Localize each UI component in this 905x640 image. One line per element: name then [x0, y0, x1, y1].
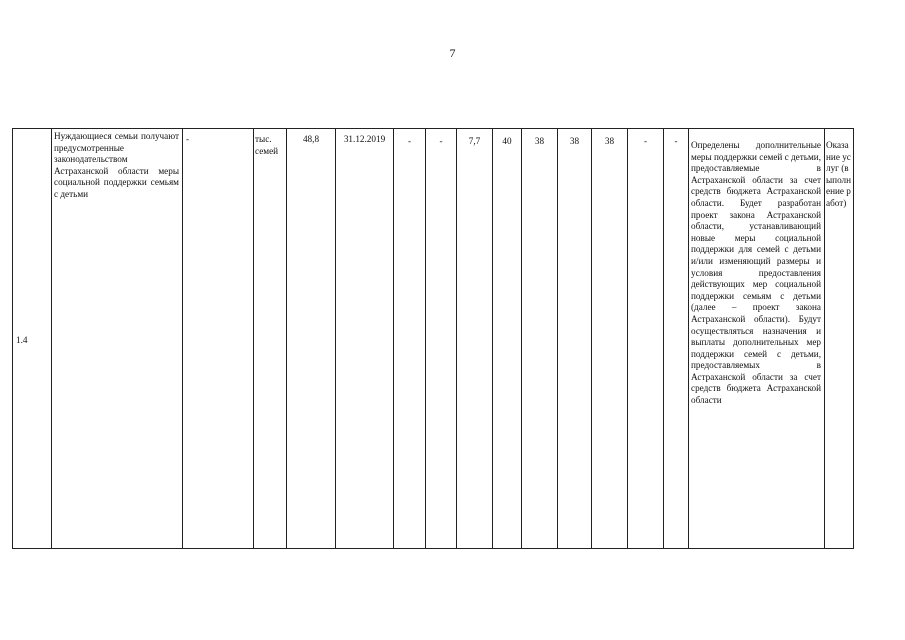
value-cell: - — [439, 136, 443, 146]
column-border — [182, 128, 183, 549]
column-border — [253, 128, 254, 549]
column-border — [663, 128, 664, 549]
column-border — [456, 128, 457, 549]
column-border — [335, 128, 336, 549]
value-cell: 38 — [534, 136, 545, 146]
indicator-type-cell: - — [186, 134, 190, 144]
column-border — [824, 128, 825, 549]
column-border — [521, 128, 522, 549]
value-cell: 38 — [604, 136, 615, 146]
value-cell: 7,7 — [468, 136, 481, 146]
column-border — [492, 128, 493, 549]
indicator-text: Нуждающиеся семьи получают предусмотренные законодательством Астраханской области меры социальной поддержки семьям с детьми — [54, 131, 179, 199]
page-number: 7 — [449, 46, 456, 60]
column-border — [286, 128, 287, 549]
value-cell: 40 — [502, 136, 512, 146]
column-border — [591, 128, 592, 549]
measure-type: Оказание услуг (выполнение работ) — [826, 140, 852, 208]
column-border — [393, 128, 394, 549]
value-cell: - — [407, 136, 412, 146]
value-cell: - — [643, 136, 648, 146]
column-border — [688, 128, 689, 549]
table-bottom-border — [12, 548, 854, 549]
column-border — [51, 128, 52, 549]
value-cell: - — [674, 136, 678, 146]
table-top-border — [12, 128, 854, 129]
value-cell: 38 — [569, 136, 580, 146]
column-border — [627, 128, 628, 549]
row-number: 1.4 — [16, 335, 28, 345]
measure-description: Определены дополнительные меры поддержки семей с детьми, предоставляемые в Астраханской области за счет средств бюджета Астраханской области. Будет разработан проект закона Астраханской области, устанавливающий новые меры социальной поддержки для семей с детьми и/или изменяющий размеры и условия предоставления действующих мер социальной поддержки семьям с детьми (далее – проект закона Астраханской области). Будут осуществляться назначения и выплаты дополнительных мер поддержки семей с детьми, предоставляемых в Астраханской области за счет средств бюджета Астраханской области — [691, 140, 821, 406]
measures-table — [12, 128, 854, 549]
column-border — [557, 128, 558, 549]
column-border — [425, 128, 426, 549]
column-border — [12, 128, 13, 549]
unit-cell: тыс. семей — [255, 134, 279, 156]
base-value-cell: 48,8 — [302, 134, 320, 144]
column-border — [853, 128, 854, 549]
base-date-cell: 31.12.2019 — [343, 134, 386, 144]
